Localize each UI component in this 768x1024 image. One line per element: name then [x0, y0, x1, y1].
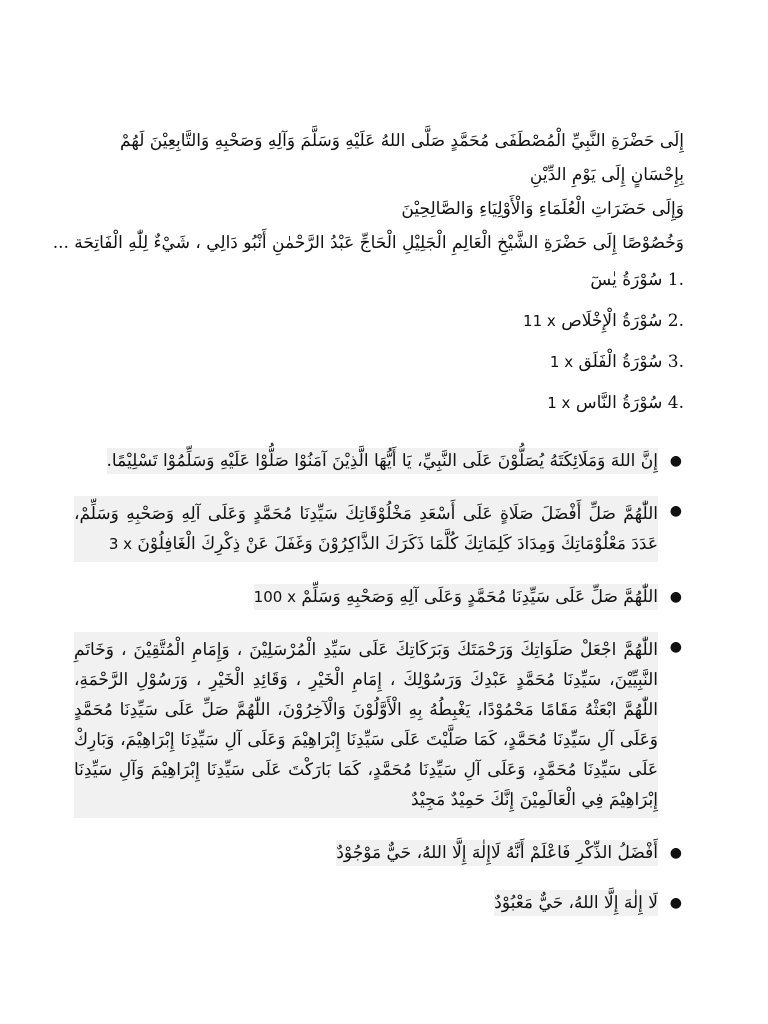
document-body	[52, 124, 684, 938]
surah-name: سُوْرَةُ النَّاس	[575, 393, 663, 413]
dhikr-text: اللّٰهُمَّ صَلِّ عَلَى سَيِّدِنَا مُحَمَّدٍ وَعَلَى آلِهِ وَصَحْبِهِ وَسَلِّمْ	[301, 587, 658, 607]
surah-item	[74, 301, 684, 342]
dhikr-item	[74, 582, 684, 612]
bullet-icon: ●	[669, 845, 682, 861]
dhikr-text: إِنَّ اللهَ وَمَلَائِكَتَهُ يُصَلُّوْنَ عَلَى النَّبِيِّ، يَا أَيُّهَا الَّذِيْنَ آمَنُوْا صَلُّوْا عَلَيْهِ وَسَلِّمُوْا تَسْلِيْمًا.	[107, 448, 658, 474]
dhikr-item	[74, 632, 684, 818]
repeat-count: 3 x	[108, 535, 133, 553]
dhikr-text-block	[254, 584, 658, 610]
surah-item	[74, 383, 684, 424]
dhikr-text-block	[74, 496, 658, 562]
surah-item	[74, 342, 684, 383]
bullet-icon: ●	[669, 453, 682, 469]
repeat-count: 1 x	[549, 353, 574, 371]
intro-line-3: وَخُصُوْصًا إِلَى حَضْرَةِ الشَّيْخِ الْعَالِمِ الْجَلِيْلِ الْحَاجِّ عَبْدُ الرَّحْمٰنِ أَنْبُو دَالِي ، شَيْءٌ لِلّٰهِ الْفَاتِحَة ...	[52, 233, 684, 253]
surah-list	[74, 260, 684, 424]
surah-item	[74, 260, 684, 301]
bullet-icon: ●	[669, 639, 682, 655]
dhikr-item	[74, 888, 684, 918]
repeat-count: 1 x	[547, 394, 571, 412]
surah-name: سُوْرَةُ الْفَلَق	[578, 352, 663, 372]
surah-number: 2.	[667, 311, 684, 331]
dhikr-list	[74, 446, 684, 918]
dhikr-item	[74, 496, 684, 562]
repeat-count: 11 x	[523, 312, 556, 330]
surah-number: 3.	[667, 352, 684, 372]
surah-number: 4.	[667, 393, 684, 413]
dhikr-text: اللّٰهُمَّ صَلِّ أَفْضَلَ صَلَاةٍ عَلَى أَسْعَدِ مَخْلُوْقَاتِكَ سَيِّدِنَا مُحَمَّدٍ وَعَلَى آلِهِ وَصَحْبِهِ وَسَلِّمْ، عَدَدَ مَعْلُوْمَاتِكَ وَمِدَادَ كَلِمَاتِكَ كُلَّمَا ذَكَرَكَ الذَّاكِرُوْنَ وَغَفَلَ عَنْ ذِكْرِكَ الْغَافِلُوْنَ	[74, 504, 658, 554]
bullet-icon: ●	[669, 589, 682, 605]
repeat-count: 100 x	[253, 588, 296, 606]
surah-name: سُوْرَةُ يٰسٓ	[590, 270, 663, 290]
surah-number: 1.	[667, 270, 684, 290]
bullet-icon: ●	[669, 895, 682, 911]
intro-line-2: وَإِلَى حَضَرَاتِ الْعُلَمَاءِ وَالْأَوْلِيَاءِ وَالصَّالِحِيْنَ	[401, 199, 684, 219]
dhikr-text: لَا إِلٰهَ إِلَّا اللهُ، حَيٌّ مَعْبُوْدٌ	[494, 890, 658, 916]
dhikr-item	[74, 446, 684, 476]
dhikr-text: أَفْضَلُ الذِّكْرِ فَاعْلَمْ أَنَّهُ لَاإِلٰهَ إِلَّا اللهُ، حَيٌّ مَوْجُوْدٌ	[336, 840, 658, 866]
dhikr-text: اللّٰهُمَّ اجْعَلْ صَلَوَاتِكَ وَرَحْمَتَكَ وَبَرَكَاتِكَ عَلَى سَيِّدِ الْمُرْسَلِيْنَ ، وَإِمَامِ الْمُتَّقِيْنَ ، وَخَاتَمِ النَّبِيِّيْنَ، سَيِّدِنَا مُحَمَّدٍ عَبْدِكَ وَرَسُوْلِكَ ، إِمَامِ الْخَيْرِ ، وَقَائِدِ الْخَيْرِ ، وَرَسُوْلِ الرَّحْمَةِ، اللّٰهُمَّ ابْعَثْهُ مَقَامًا مَحْمُوْدًا، يَغْبِطُهُ بِهِ الْأَوَّلُوْنَ وَالْآخِرُوْنَ، اللّٰهُمَّ صَلِّ عَلَى سَيِّدِنَا مُحَمَّدٍ وَعَلَى آلِ سَيِّدِنَا مُحَمَّدٍ، كَمَا صَلَّيْتَ عَلَى سَيِّدِنَا إِبْرَاهِيْمَ وَعَلَى آلِ سَيِّدِنَا إِبْرَاهِيْمَ، وَبَارِكْ عَلَى سَيِّدِنَا مُحَمَّدٍ، وَعَلَى آلِ سَيِّدِنَا مُحَمَّدٍ، كَمَا بَارَكْتَ عَلَى سَيِّدِنَا إِبْرَاهِيْمَ وَآلِ سَيِّدِنَا إِبْرَاهِيْمَ فِي الْعَالَمِيْنَ إِنَّكَ حَمِيْدٌ مَجِيْدٌ	[74, 632, 658, 818]
surah-name: سُوْرَةُ الْإِخْلَاص	[561, 311, 663, 331]
bullet-icon: ●	[669, 503, 682, 519]
dhikr-item	[74, 838, 684, 868]
intro-line-1: إِلَى حَضْرَةِ النَّبِيِّ الْمُصْطَفَى مُحَمَّدٍ صَلَّى اللهُ عَلَيْهِ وَسَلَّمَ وَآلِهِ وَصَحْبِهِ وَالتَّابِعِيْنَ لَهُمْ بِإِحْسَانٍ إِلَى يَوْمِ الدِّيْنِ	[120, 131, 684, 185]
